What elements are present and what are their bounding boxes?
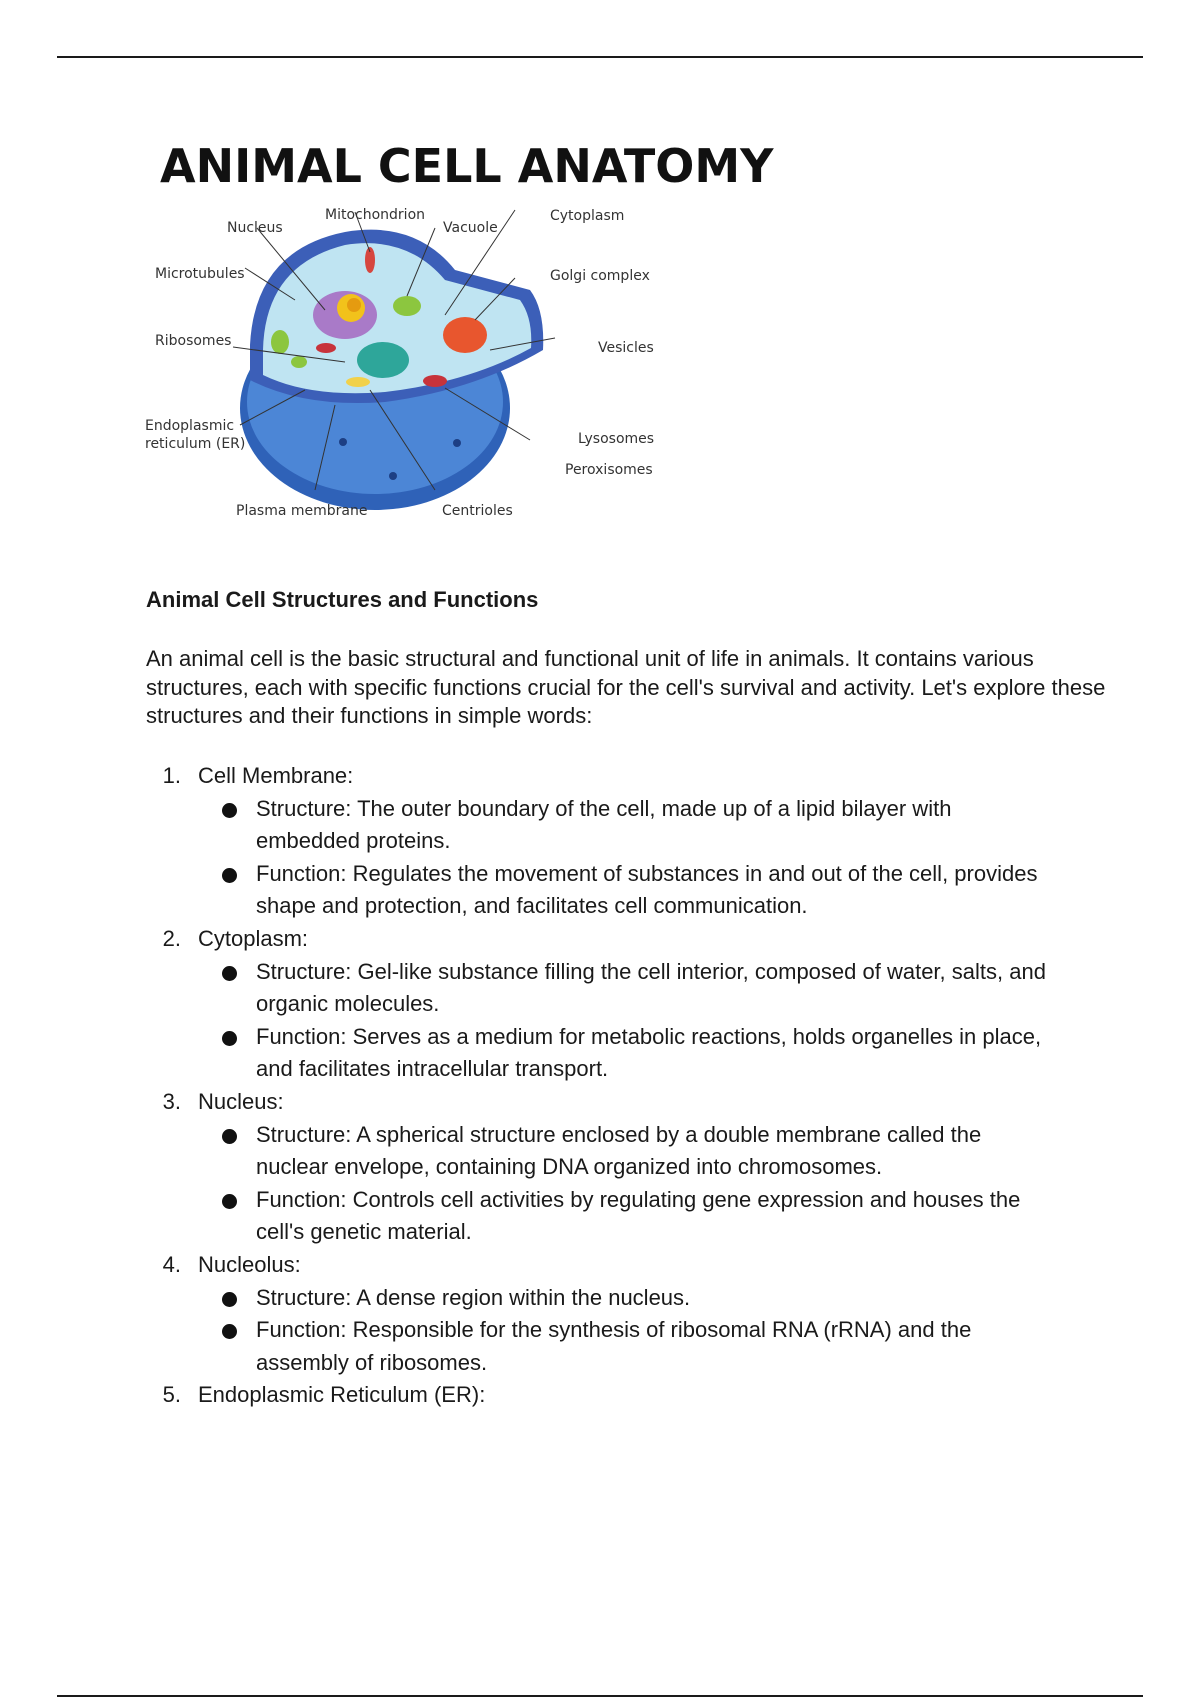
- list-item-title: Nucleus:: [198, 1088, 284, 1114]
- list-item-heading: [146, 1379, 1106, 1412]
- list-item-title: Endoplasmic Reticulum (ER):: [198, 1382, 486, 1408]
- list-item: [146, 1249, 1106, 1379]
- label-plasma-membrane: Plasma membrane: [236, 503, 368, 519]
- list-item-heading: [146, 760, 1106, 793]
- list-item-number: 1.: [162, 763, 181, 788]
- list-item: [146, 1379, 1106, 1412]
- cell-illustration: [145, 139, 774, 530]
- label-cytoplasm: Cytoplasm: [550, 208, 625, 224]
- list-item-title: Cell Membrane:: [198, 763, 354, 788]
- label-microtubules: Microtubules: [155, 266, 245, 282]
- bullet-list: [146, 956, 1106, 1086]
- bullet-text: Structure: A dense region within the nucleus.: [256, 1284, 691, 1310]
- label-golgi: Golgi complex: [550, 268, 650, 284]
- bullet-text: Structure: Gel-like substance filling the cell interior, composed of water, salts, and organic molecules.: [256, 958, 1046, 1017]
- list-item-heading: [146, 1249, 1106, 1282]
- bullet-text: Structure: A spherical structure enclosed by a double membrane called the nuclear envelope, containing DNA organized into chromosomes.: [256, 1121, 982, 1180]
- figure-title: ANIMAL CELL ANATOMY: [160, 139, 774, 193]
- cell-body: [240, 230, 543, 510]
- label-er-line1: Endoplasmic: [145, 418, 235, 434]
- bullet-item: [256, 1184, 1106, 1249]
- bullet-text: Function: Serves as a medium for metabolic reactions, holds organelles in place, and facilitates intracellular transport.: [256, 1023, 1042, 1082]
- top-rule: [57, 56, 1143, 58]
- list-item: [146, 923, 1106, 1086]
- list-item-title: Cytoplasm:: [198, 925, 309, 951]
- bottom-rule: [57, 1695, 1143, 1697]
- list-item: [146, 760, 1106, 923]
- list-item-heading: [146, 923, 1106, 956]
- bullet-text: Structure: The outer boundary of the cell, made up of a lipid bilayer with embedded proteins.: [256, 795, 952, 854]
- list-item-title: Nucleolus:: [198, 1251, 301, 1277]
- label-mitochondrion: Mitochondrion: [325, 207, 426, 223]
- label-centrioles: Centrioles: [442, 503, 513, 519]
- bullet-item: [256, 1282, 1106, 1315]
- label-er-line2: reticulum (ER): [145, 436, 246, 452]
- bullet-list: [146, 1119, 1106, 1249]
- bullet-item: [256, 956, 1106, 1021]
- bullet-list: [146, 1282, 1106, 1380]
- bullet-item: [256, 793, 1106, 858]
- list-item-number: 4.: [162, 1251, 181, 1277]
- label-vacuole: Vacuole: [443, 220, 498, 236]
- intro-paragraph: An animal cell is the basic structural and functional unit of life in animals. It contains various structures, each with specific functions crucial for the cell's survival and activity. Let's explore these structures and their functions in simple words:: [146, 646, 1106, 728]
- bullet-text: Function: Responsible for the synthesis of ribosomal RNA (rRNA) and the assembly of ribosomes.: [256, 1317, 972, 1375]
- bullet-text: Function: Regulates the movement of substances in and out of the cell, provides shape and protection, and facilitates cell communication.: [256, 860, 1038, 919]
- list-item-number: 5.: [162, 1382, 181, 1408]
- bullet-item: [256, 1314, 1106, 1379]
- bullet-text: Function: Controls cell activities by regulating gene expression and houses the cell's genetic material.: [256, 1186, 1021, 1245]
- label-peroxisomes: Peroxisomes: [565, 462, 653, 478]
- label-vesicles: Vesicles: [598, 340, 654, 356]
- bullet-item: [256, 1119, 1106, 1184]
- label-nucleus: Nucleus: [227, 220, 283, 236]
- bullet-list: [146, 793, 1106, 923]
- list-item: [146, 1086, 1106, 1249]
- section-title: Animal Cell Structures and Functions: [146, 587, 539, 612]
- label-lysosomes: Lysosomes: [578, 431, 655, 447]
- list-item-number: 3.: [162, 1088, 181, 1114]
- list-item-number: 2.: [162, 925, 181, 951]
- list-item-heading: [146, 1086, 1106, 1119]
- structures-list: [146, 760, 1106, 1412]
- bullet-item: [256, 858, 1106, 923]
- bullet-item: [256, 1021, 1106, 1086]
- label-ribosomes: Ribosomes: [155, 333, 232, 349]
- animal-cell-diagram: [145, 139, 774, 530]
